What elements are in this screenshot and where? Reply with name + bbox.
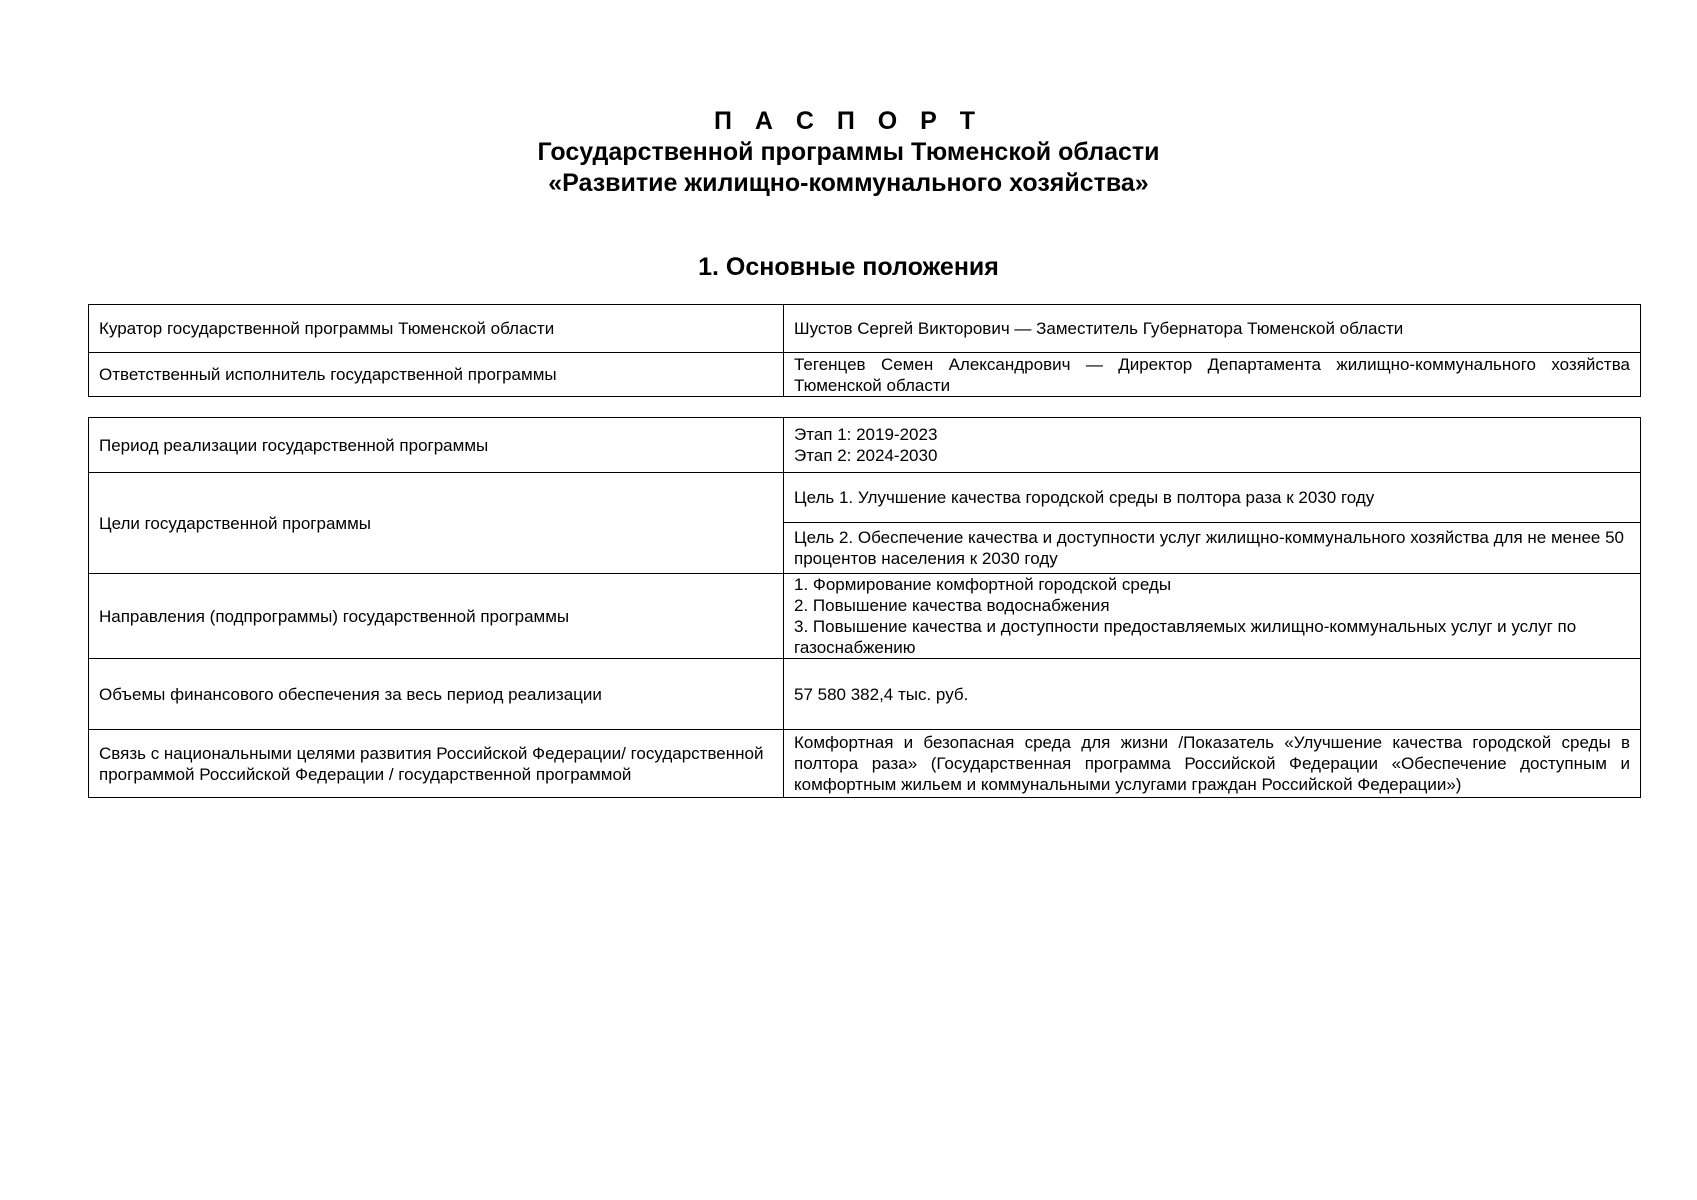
- program-name-line: «Развитие жилищно-коммунального хозяйства»: [548, 169, 1149, 197]
- table-row: [89, 353, 1641, 397]
- table-row: [89, 473, 1641, 523]
- period-stage-1: Этап 1: 2019-2023: [794, 425, 938, 444]
- direction-3: 3. Повышение качества и доступности предоставляемых жилищно-коммунальных услуг и услуг по газоснабжению: [794, 617, 1577, 657]
- executor-label: Ответственный исполнитель государственной программы: [89, 353, 784, 397]
- section-title: 1. Основные положения: [698, 253, 999, 281]
- passport-title: П А С П О Р Т: [713, 107, 984, 135]
- executor-value: Тегенцев Семен Александрович — Директор Департамента жилищно-коммунального хозяйства Тюменской области: [784, 353, 1641, 397]
- curator-value: Шустов Сергей Викторович — Заместитель Губернатора Тюменской области: [784, 305, 1641, 353]
- funding-label: Объемы финансового обеспечения за весь период реализации: [89, 659, 784, 730]
- goals-label: Цели государственной программы: [89, 473, 784, 574]
- period-value: [784, 418, 1641, 473]
- goal-1: Цель 1. Улучшение качества городской среды в полтора раза к 2030 году: [784, 473, 1641, 523]
- curator-label: Куратор государственной программы Тюменской области: [89, 305, 784, 353]
- period-label: Период реализации государственной программы: [89, 418, 784, 473]
- table-row: [89, 730, 1641, 798]
- program-info-table: [88, 417, 1641, 798]
- funding-value: 57 580 382,4 тыс. руб.: [784, 659, 1641, 730]
- program-title-line: Государственной программы Тюменской области: [537, 138, 1160, 166]
- table-row: [89, 659, 1641, 730]
- directions-label: Направления (подпрограммы) государственной программы: [89, 574, 784, 659]
- table-row: [89, 305, 1641, 353]
- goal-2: Цель 2. Обеспечение качества и доступности услуг жилищно-коммунального хозяйства для не менее 50 процентов населения к 2030 году: [784, 523, 1641, 574]
- passport-header: [0, 106, 1697, 199]
- links-value: Комфортная и безопасная среда для жизни /Показатель «Улучшение качества городской среды в полтора раза» (Государственная программа Российской Федерации «Обеспечение доступным и комфортным жильем и коммунальными услугами граждан Российской Федерации»): [784, 730, 1641, 798]
- direction-1: 1. Формирование комфортной городской среды: [794, 575, 1172, 594]
- directions-value: [784, 574, 1641, 659]
- direction-2: 2. Повышение качества водоснабжения: [794, 596, 1110, 615]
- table-row: [89, 574, 1641, 659]
- table-row: [89, 418, 1641, 473]
- period-stage-2: Этап 2: 2024-2030: [794, 446, 938, 465]
- links-label: Связь с национальными целями развития Российской Федерации/ государственной программой Российской Федерации / государственной программой: [89, 730, 784, 798]
- curator-table: [88, 304, 1641, 397]
